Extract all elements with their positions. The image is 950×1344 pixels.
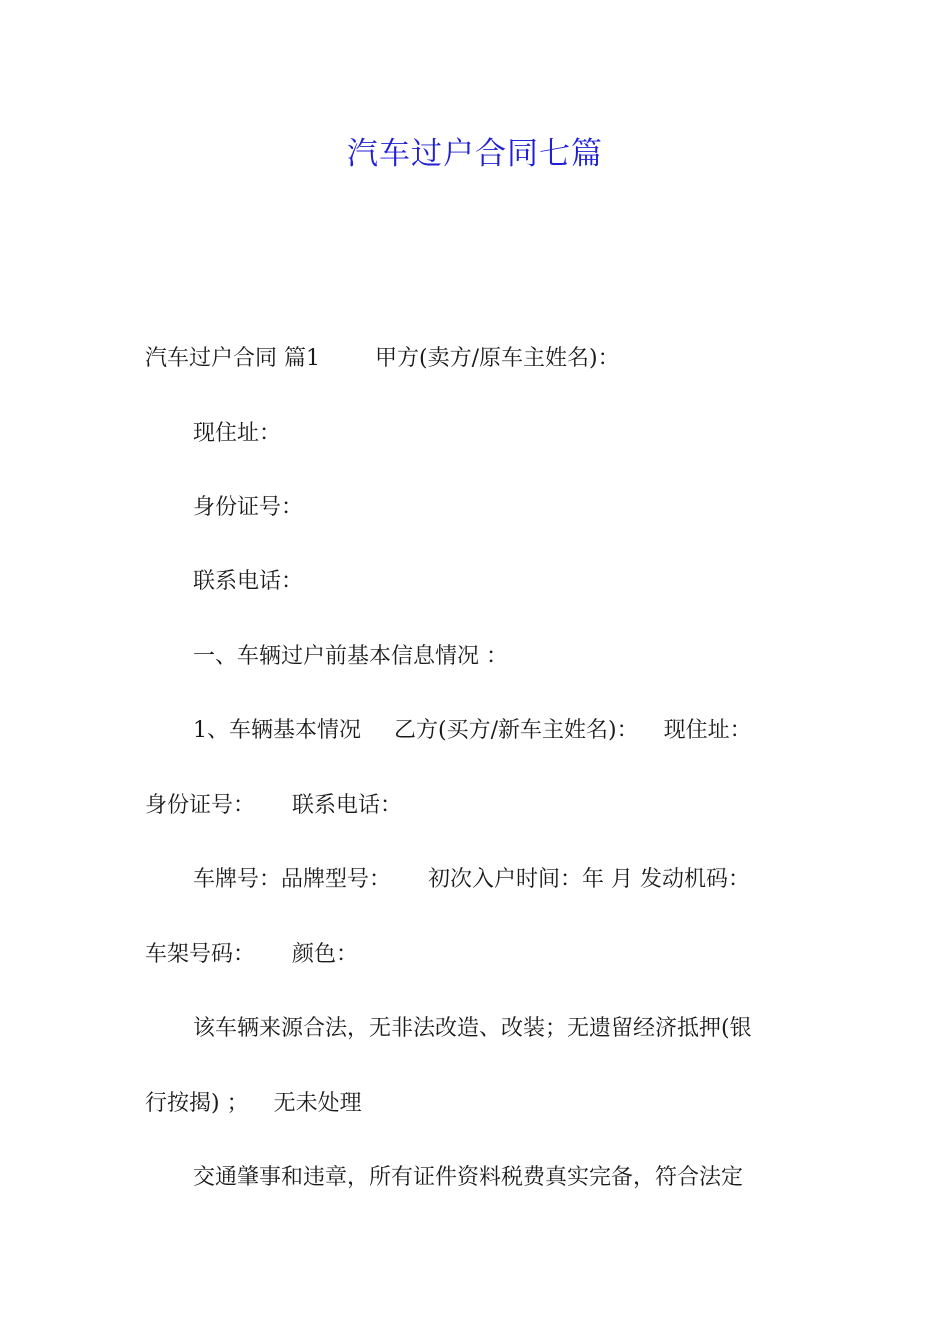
- registration-engine-label: 初次入户时间：年 月 发动机码：: [428, 867, 751, 892]
- vehicle-basic-label: 1、车辆基本情况: [193, 718, 361, 743]
- color-label: 颜色：: [292, 942, 359, 967]
- party-b-phone-label: 联系电话：: [292, 793, 403, 818]
- line-id-number: [193, 493, 873, 523]
- legal-source-text: 该车辆来源合法，无非法改造、改装；无遗留经济抵押(银: [193, 1016, 752, 1041]
- line-section-one: [193, 642, 873, 672]
- mortgage-text: 行按揭) ；: [145, 1091, 249, 1116]
- contract-number: 汽车过户合同 篇1: [145, 346, 320, 371]
- line-phone: [193, 567, 873, 597]
- party-b-label: 乙方(买方/新车主姓名)：: [394, 718, 639, 743]
- party-a-label: 甲方(卖方/原车主姓名)：: [375, 346, 620, 371]
- frame-number-label: 车架号码：: [145, 942, 256, 967]
- line-contract-heading: [145, 344, 825, 374]
- plate-brand-label: 车牌号：品牌型号：: [193, 867, 392, 892]
- unresolved-text: 无未处理: [273, 1091, 362, 1116]
- phone-label: 联系电话：: [193, 569, 304, 594]
- line-mortgage: [145, 1089, 825, 1119]
- address-label: 现住址：: [193, 421, 282, 446]
- line-vehicle-basic: [193, 716, 873, 746]
- line-legal-source: [193, 1014, 873, 1044]
- line-party-b-id: [145, 791, 825, 821]
- party-b-id-label: 身份证号：: [145, 793, 256, 818]
- line-traffic: [193, 1163, 873, 1193]
- traffic-text: 交通肇事和违章，所有证件资料税费真实完备，符合法定: [193, 1165, 744, 1190]
- section-one-heading: 一、车辆过户前基本信息情况 ：: [193, 644, 508, 669]
- line-plate: [193, 865, 873, 895]
- line-address: [193, 419, 873, 449]
- party-b-address-label: 现住址：: [663, 718, 752, 743]
- id-number-label: 身份证号：: [193, 495, 304, 520]
- line-frame: [145, 940, 825, 970]
- document-title: 汽车过户合同七篇: [347, 136, 603, 172]
